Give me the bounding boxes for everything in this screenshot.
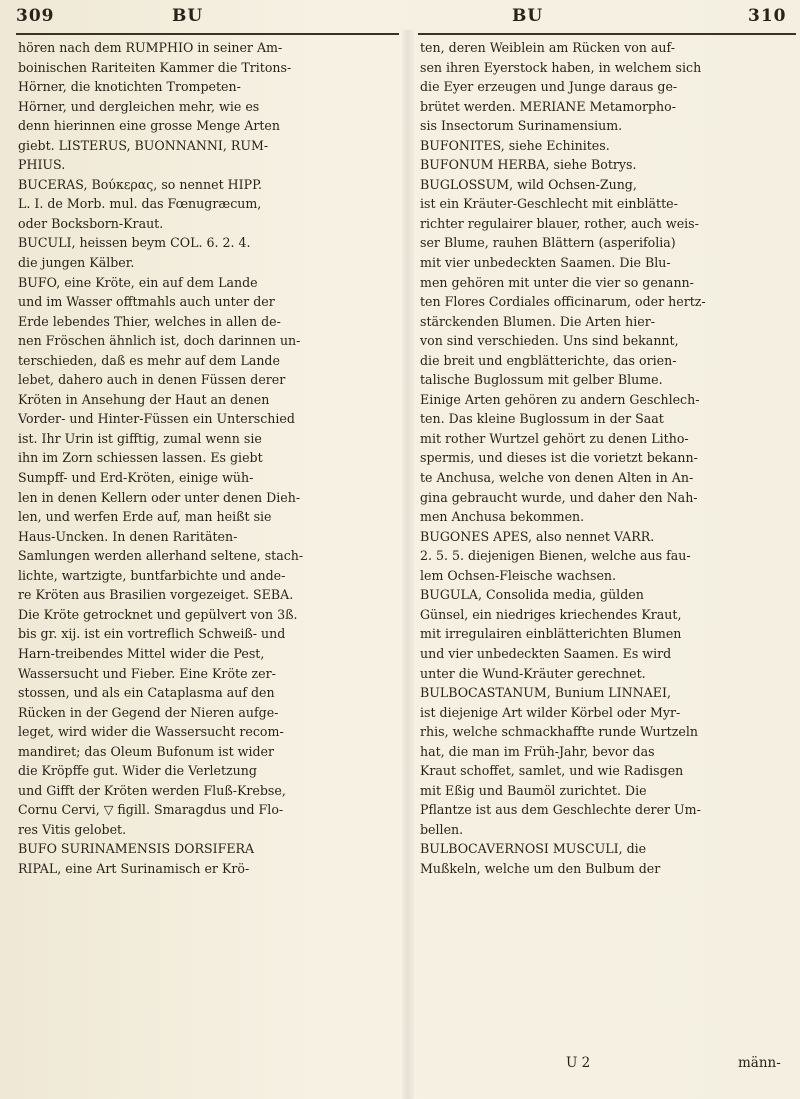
text-line: brütet werden. MERIANE Metamorpho- <box>420 98 676 114</box>
text-line: L. I. de Morb. mul. das Fœnugræcum, <box>18 196 262 212</box>
text-line: ist diejenige Art wilder Körbel oder Myr- <box>420 704 681 720</box>
text-line: Rücken in der Gegend der Nieren aufge- <box>18 704 279 720</box>
text-line: BULBOCAVERNOSI MUSCULI, die <box>420 841 647 857</box>
signature-mark: U 2 <box>566 1055 591 1071</box>
text-line: Vorder- und Hinter-Füssen ein Unterschied <box>18 411 295 427</box>
text-line: Die Kröte getrocknet und gepülvert von 3ß. <box>18 606 298 622</box>
text-line: Günsel, ein niedriges kriechendes Kraut, <box>420 606 682 622</box>
text-line: lem Ochsen-Fleische wachsen. <box>420 567 617 583</box>
text-line: Mußkeln, welche um den Bulbum der <box>420 860 661 876</box>
text-line: BUCULI, heissen beym COL. 6. 2. 4. <box>18 235 251 251</box>
text-line: und im Wasser offtmahls auch unter der <box>18 294 275 310</box>
text-line: ten Flores Cordiales officinarum, oder hertz- <box>420 294 706 310</box>
text-line: gina gebraucht wurde, und daher den Nah- <box>420 489 698 505</box>
text-line: die breit und engblätterichte, das orien- <box>420 352 677 368</box>
text-line: Hörner, die knotichten Trompeten- <box>18 79 241 95</box>
text-line: und vier unbedeckten Saamen. Es wird <box>420 645 672 661</box>
text-line: Samlungen werden allerhand seltene, stach- <box>18 548 304 564</box>
text-line: Erde lebendes Thier, welches in allen de- <box>18 313 281 329</box>
text-line: len, und werfen Erde auf, man heißt sie <box>18 509 272 525</box>
text-line: lebet, dahero auch in denen Füssen derer <box>18 372 286 388</box>
text-line: die Eyer erzeugen und Junge daraus ge- <box>420 79 678 95</box>
text-line: Cornu Cervi, ▽ figill. Smaragdus und Flo- <box>18 802 284 818</box>
text-line: die jungen Kälber. <box>18 255 135 271</box>
text-line: PHIUS. <box>18 157 66 173</box>
text-line: mit irregulairen einblätterichten Blumen <box>420 626 682 642</box>
catchword: männ- <box>738 1055 781 1071</box>
right-text-column <box>420 38 795 879</box>
text-line: mit vier unbedeckten Saamen. Die Blu- <box>420 255 671 271</box>
text-line: unter die Wund-Kräuter gerechnet. <box>420 665 646 681</box>
right-running-head: BU <box>512 6 544 26</box>
text-line: von sind verschieden. Uns sind bekannt, <box>420 333 679 349</box>
text-line: BUGLOSSUM, wild Ochsen-Zung, <box>420 176 637 192</box>
text-line: leget, wird wider die Wassersucht recom- <box>18 724 284 740</box>
text-line: hat, die man im Früh-Jahr, bevor das <box>420 743 655 759</box>
text-line: BUFONITES, siehe Echinites. <box>420 137 610 153</box>
text-line: denn hierinnen eine grosse Menge Arten <box>18 118 280 134</box>
text-line: len in denen Kellern oder unter denen Dieh- <box>18 489 301 505</box>
text-line: bis gr. xij. ist ein vortreflich Schweiß- und <box>18 626 286 642</box>
text-line: oder Bocksborn-Kraut. <box>18 215 164 231</box>
left-header-rule <box>16 33 399 35</box>
text-line: te Anchusa, welche von denen Alten in An- <box>420 470 694 486</box>
text-line: res Vitis gelobet. <box>18 821 127 837</box>
text-line: stärckenden Blumen. Die Arten hier- <box>420 313 656 329</box>
text-line: giebt. LISTERUS, BUONNANNI, RUM- <box>18 137 269 153</box>
left-running-head: BU <box>172 6 204 26</box>
text-line: Pflantze ist aus dem Geschlechte derer Um- <box>420 802 701 818</box>
text-line: ist. Ihr Urin ist gifftig, zumal wenn sie <box>18 430 262 446</box>
text-line: 2. 5. 5. diejenigen Bienen, welche aus fau- <box>420 548 691 564</box>
text-line: BUFO, eine Kröte, ein auf dem Lande <box>18 274 258 290</box>
text-line: richter regulairer blauer, rother, auch weis- <box>420 215 699 231</box>
text-line: boinischen Rariteiten Kammer die Tritons- <box>18 59 292 75</box>
text-line: die Kröpffe gut. Wider die Verletzung <box>18 763 257 779</box>
text-line: nen Fröschen ähnlich ist, doch darinnen un- <box>18 333 301 349</box>
text-line: Hörner, und dergleichen mehr, wie es <box>18 98 260 114</box>
text-line: BUFO SURINAMENSIS DORSIFERA <box>18 841 255 857</box>
text-line: sis Insectorum Surinamensium. <box>420 118 623 134</box>
left-page-number: 309 <box>16 6 55 26</box>
book-gutter <box>402 30 414 1099</box>
text-line: BUGONES APES, also nennet VARR. <box>420 528 655 544</box>
text-line: stossen, und als ein Cataplasma auf den <box>18 685 275 701</box>
text-line: spermis, und dieses ist die vorietzt bekann- <box>420 450 698 466</box>
text-line: RIPAL, eine Art Surinamisch er Krö- <box>18 860 250 876</box>
text-line: mit Eßig und Baumöl zurichtet. Die <box>420 782 647 798</box>
text-line: re Kröten aus Brasilien vorgezeiget. SEBA. <box>18 587 294 603</box>
text-line: Kraut schoffet, samlet, und wie Radisgen <box>420 763 684 779</box>
text-line: ser Blume, rauhen Blättern (asperifolia) <box>420 235 676 251</box>
text-line: mit rother Wurtzel gehört zu denen Litho- <box>420 430 689 446</box>
text-line: BUGULA, Consolida media, gülden <box>420 587 644 603</box>
text-line: Sumpff- und Erd-Kröten, einige wüh- <box>18 470 254 486</box>
text-line: terschieden, daß es mehr auf dem Lande <box>18 352 280 368</box>
text-line: BUFONUM HERBA, siehe Botrys. <box>420 157 637 173</box>
text-line: ist ein Kräuter-Geschlecht mit einblätte- <box>420 196 678 212</box>
right-header-rule <box>418 33 796 35</box>
text-line: bellen. <box>420 821 464 837</box>
text-line: talische Buglossum mit gelber Blume. <box>420 372 663 388</box>
text-line: BULBOCASTANUM, Bunium LINNAEI, <box>420 685 671 701</box>
left-text-column <box>18 38 398 879</box>
text-line: Haus-Uncken. In denen Raritäten- <box>18 528 238 544</box>
text-line: und Gifft der Kröten werden Fluß-Krebse, <box>18 782 286 798</box>
text-line: ihn im Zorn schiessen lassen. Es giebt <box>18 450 263 466</box>
text-line: ten, deren Weiblein am Rücken von auf- <box>420 40 676 55</box>
text-line: BUCERAS, Βούκερας, so nennet HIPP. <box>18 176 263 192</box>
text-line: Wassersucht und Fieber. Eine Kröte zer- <box>18 665 276 681</box>
text-line: hören nach dem RUMPHIO in seiner Am- <box>18 40 283 55</box>
text-line: rhis, welche schmackhaffte runde Wurtzeln <box>420 724 698 740</box>
text-line: sen ihren Eyerstock haben, in welchem sich <box>420 59 702 75</box>
text-line: ten. Das kleine Buglossum in der Saat <box>420 411 664 427</box>
text-line: Einige Arten gehören zu andern Geschlech- <box>420 391 700 407</box>
text-line: mandiret; das Oleum Bufonum ist wider <box>18 743 275 759</box>
text-line: Harn-treibendes Mittel wider die Pest, <box>18 645 265 661</box>
text-line: men gehören mit unter die vier so genann- <box>420 274 694 290</box>
right-page-number: 310 <box>748 6 787 26</box>
text-line: men Anchusa bekommen. <box>420 509 585 525</box>
text-line: lichte, wartzigte, buntfarbichte und ande- <box>18 567 286 583</box>
text-line: Kröten in Ansehung der Haut an denen <box>18 391 270 407</box>
